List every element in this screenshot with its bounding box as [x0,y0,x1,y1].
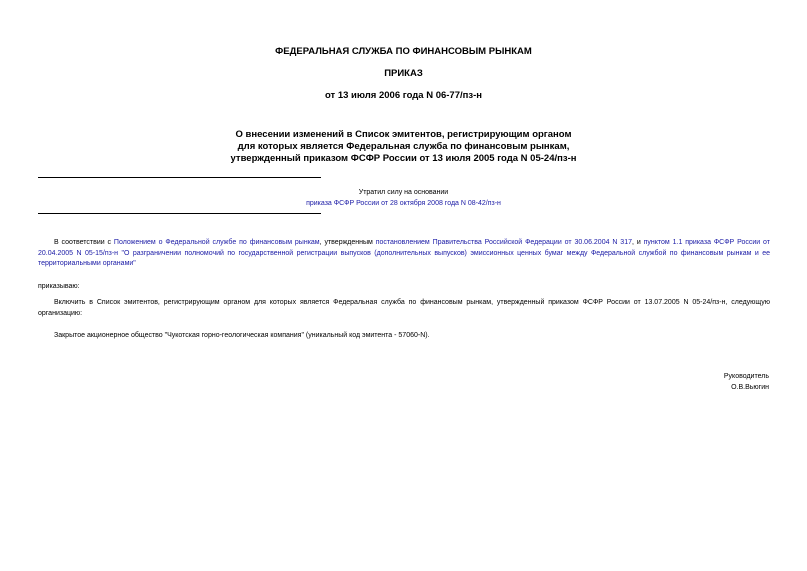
preamble-paragraph [38,238,770,270]
doc-title-line-2: для которых является Федеральная служба по финансовым рынкам, [237,141,570,152]
divider-bottom [38,213,321,214]
doc-date-number: от 13 июля 2006 года N 06-77/пз-н [324,90,483,101]
preamble-text-1: В соответствии с [54,239,114,246]
signatory-name: О.В.Вьюгин [731,383,769,391]
agency-title: ФЕДЕРАЛЬНАЯ СЛУЖБА ПО ФИНАНСОВЫМ РЫНКАМ [275,46,532,57]
doc-title-line-1: О внесении изменений в Список эмитентов, регистрирующим органом [235,129,572,140]
repeal-note-text: Утратил силу на основании [358,189,449,196]
preamble-text-2: , утвержденным [319,239,376,246]
repeal-note [260,187,547,209]
preamble-text-3: , и [631,239,644,246]
government-decree-link[interactable]: постановлением Правительства Российской Федерации от 30.06.2004 N 317 [375,239,632,246]
operative-paragraph: Включить в Список эмитентов, регистрирующим органом для которых является Федеральная служба по финансовым рынкам, утвержденный приказом ФСФР России от 13.07.2005 N 05-24/пз-н, следующую организацию: [38,299,770,317]
organization-entry: Закрытое акционерное общество "Чукотская горно-геологическая компания" (уникальный код эмитента - 57060-N). [54,332,430,339]
signature-block [569,372,769,393]
signatory-position: Руководитель [723,373,769,380]
repeal-order-link[interactable]: приказа ФСФР России от 28 октября 2008 года N 08-42/пз-н [306,200,501,207]
order-statement: приказываю: [38,283,80,290]
regulation-link[interactable]: Положением о Федеральной службе по финансовым рынкам [113,239,320,246]
doc-type: ПРИКАЗ [384,68,423,79]
doc-title-line-3: утвержденный приказом ФСФР России от 13 июля 2005 года N 05-24/пз-н [230,153,577,164]
divider-top [38,177,321,178]
order-clause-link[interactable]: пунктом 1.1 приказа ФСФР России от 20.04.2005 N 05-15/пз-н "О разграничении полномочий по государственной регистрации выпусков (дополнительных выпусков) эмиссионных ценных бумаг между Федеральной службой по финансовым рынкам и ее территориальными органами" [38,239,771,267]
